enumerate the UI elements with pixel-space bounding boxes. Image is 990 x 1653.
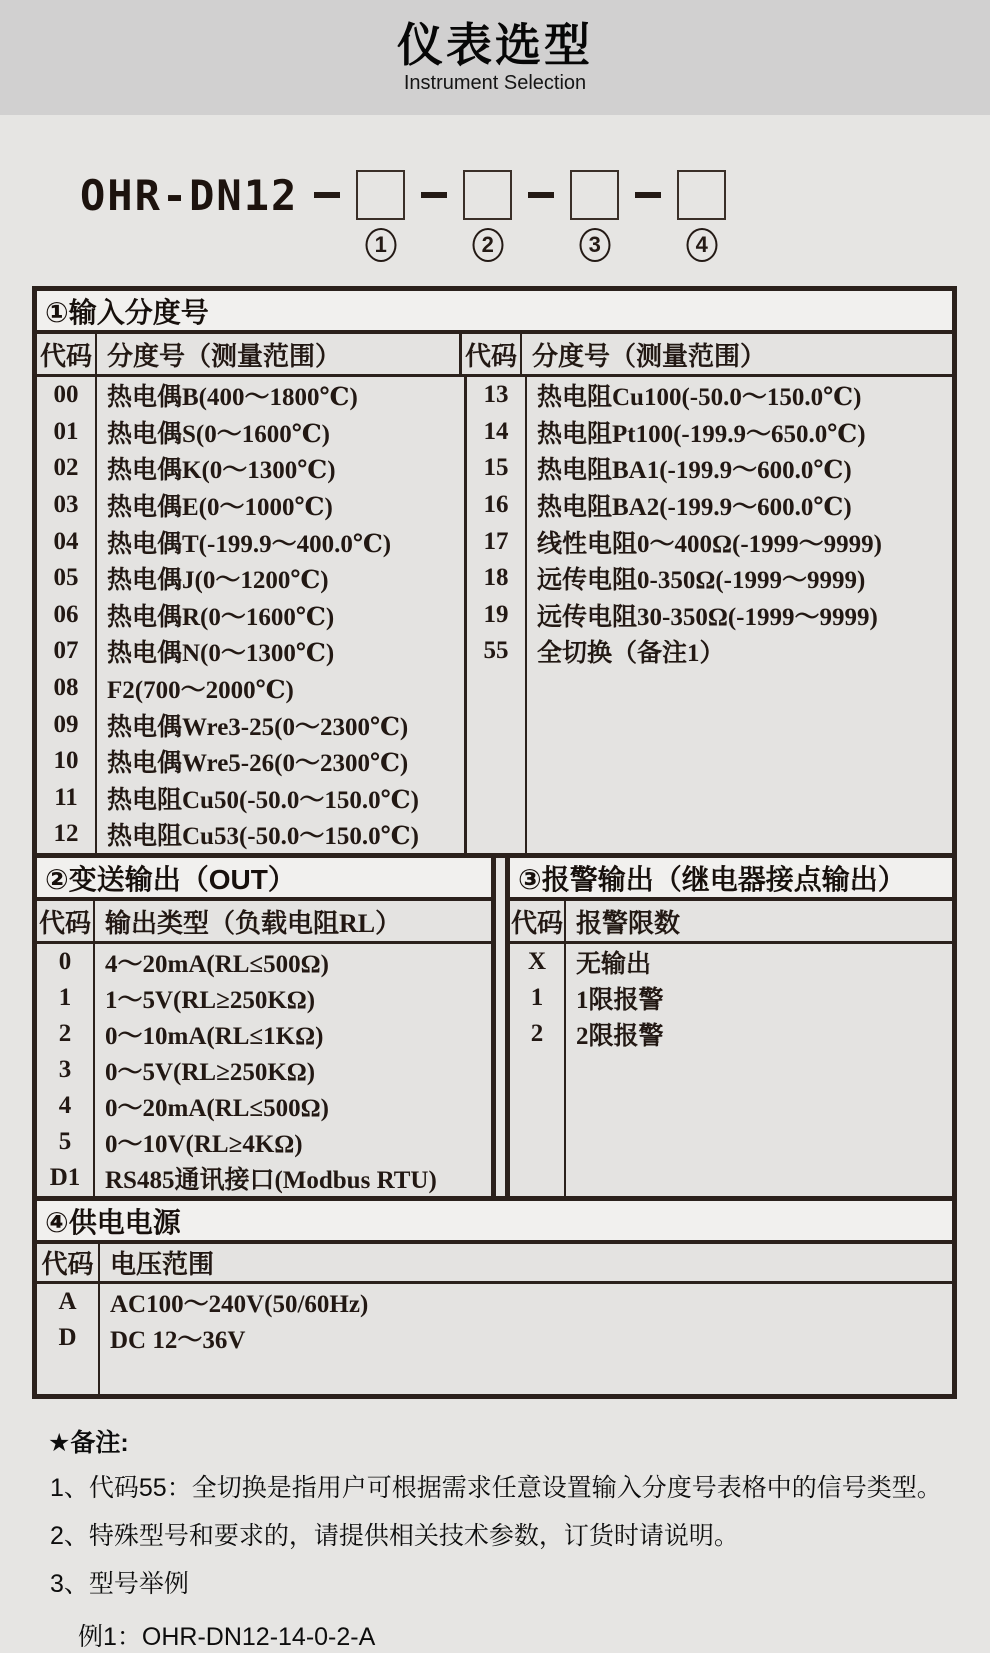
col-header-code: 代码 [510,901,566,941]
input-table-left-rows [37,377,467,853]
row-code: 19 [467,597,527,634]
model-box-4 [677,170,726,220]
row-desc: 1～5V(RL≥250KΩ) [95,980,491,1016]
table-row [510,1016,952,1052]
table-row [37,980,491,1016]
row-desc: 远传电阻30-350Ω(-1999～9999) [527,597,952,634]
input-section-header: ①输入分度号 [37,291,952,334]
row-code: 15 [467,450,527,487]
table-row [37,1284,952,1320]
table-row [467,377,952,414]
power-table-body [37,1284,952,1394]
alarm-section-header: ③报警输出（继电器接点输出） [510,858,952,901]
page-title: 仪表选型 [397,20,593,71]
table-row [467,560,952,597]
row-desc: 热电偶R(0～1600℃) [97,597,464,634]
notes-section [48,1423,950,1653]
row-desc: 热电偶E(0～1000℃) [97,487,464,524]
alarm-table [505,853,957,1201]
row-code: 10 [37,743,97,780]
row-code: 2 [510,1016,566,1052]
row-code: 55 [467,633,527,670]
row-code: A [37,1284,100,1320]
model-prefix: OHR-DN12 [80,171,298,220]
row-desc: 热电偶Wre3-25(0～2300℃) [97,706,464,743]
row-code: 00 [37,377,97,414]
page-header-banner [0,0,990,115]
row-desc: 线性电阻0～400Ω(-1999～9999) [527,523,952,560]
table-row [510,944,952,980]
row-code: 4 [37,1088,95,1124]
table-row [510,1052,952,1196]
row-code: 3 [37,1052,95,1088]
row-desc: 热电偶T(-199.9～400.0℃) [97,523,464,560]
row-code: 1 [37,980,95,1016]
row-code: 08 [37,670,97,707]
model-dash-1 [314,192,340,198]
table-row [467,523,952,560]
row-code: 07 [37,633,97,670]
col-header-code: 代码 [462,334,522,374]
output-alarm-row [32,853,957,1201]
model-dash-4 [635,192,661,198]
table-row [467,450,952,487]
row-desc: 热电阻Cu50(-50.0～150.0℃) [97,780,464,817]
row-desc: 4～20mA(RL≤500Ω) [95,944,491,980]
table-row [467,633,952,670]
row-code: 18 [467,560,527,597]
row-desc: 热电偶J(0～1200℃) [97,560,464,597]
table-row [37,414,464,451]
table-row [37,816,464,853]
model-marker-3: 3 [579,228,610,262]
table-row [37,450,464,487]
row-code [467,670,527,853]
row-desc: 热电阻Cu53(-50.0～150.0℃) [97,816,464,853]
row-code: 03 [37,487,97,524]
table-row [37,597,464,634]
table-row [37,523,464,560]
row-desc: 0～20mA(RL≤500Ω) [95,1088,491,1124]
row-desc: 热电偶K(0～1300℃) [97,450,464,487]
model-box-2 [463,170,512,220]
row-code: 5 [37,1124,95,1160]
model-marker-4: 4 [686,228,717,262]
row-code: 11 [37,780,97,817]
row-code: 01 [37,414,97,451]
row-desc: 热电阻BA2(-199.9～600.0℃) [527,487,952,524]
input-table-right-rows [467,377,952,853]
row-desc: F2(700～2000℃) [97,670,464,707]
table-row [510,980,952,1016]
output-table [32,853,496,1201]
input-table [32,286,957,858]
col-header-code: 代码 [37,901,95,941]
table-row [37,706,464,743]
power-column-header [37,1244,952,1284]
col-header-code: 代码 [37,1244,100,1281]
row-desc [566,1052,952,1196]
row-desc: AC100～240V(50/60Hz) [100,1284,952,1320]
row-desc [527,670,952,853]
note-example: 例1：OHR-DN12-14-0-2-A [78,1617,950,1653]
alarm-column-header [510,901,952,944]
row-code: 12 [37,816,97,853]
table-row [37,1052,491,1088]
model-marker-2: 2 [472,228,503,262]
row-desc [100,1356,952,1394]
model-marker-1: 1 [365,228,396,262]
row-code: 1 [510,980,566,1016]
row-desc: 热电偶Wre5-26(0～2300℃) [97,743,464,780]
power-table [32,1196,957,1399]
row-desc: 0～10V(RL≥4KΩ) [95,1124,491,1160]
row-desc: 热电阻Pt100(-199.9～650.0℃) [527,414,952,451]
note-item-2: 2、特殊型号和要求的，请提供相关技术参数，订货时请说明。 [50,1521,950,1551]
output-table-body [37,944,491,1196]
table-row [37,560,464,597]
row-desc: 热电阻Cu100(-50.0～150.0℃) [527,377,952,414]
row-code: D1 [37,1160,95,1196]
table-row [37,743,464,780]
input-column-header [37,334,952,377]
table-row [37,1016,491,1052]
row-desc: 0～5V(RL≥250KΩ) [95,1052,491,1088]
row-desc: 远传电阻0-350Ω(-1999～9999) [527,560,952,597]
row-desc: 2限报警 [566,1016,952,1052]
alarm-table-body [510,944,952,1196]
output-section-header: ②变送输出（OUT） [37,858,491,901]
row-code: 13 [467,377,527,414]
model-dash-3 [528,192,554,198]
table-row [37,780,464,817]
note-item-1: 1、代码55：全切换是指用户可根据需求任意设置输入分度号表格中的信号类型。 [50,1473,950,1503]
power-section-header: ④供电电源 [37,1201,952,1244]
output-column-header [37,901,491,944]
row-desc: 1限报警 [566,980,952,1016]
row-desc: 热电偶S(0～1600℃) [97,414,464,451]
row-code [37,1356,100,1394]
row-desc: 热电偶B(400～1800℃) [97,377,464,414]
table-row [37,670,464,707]
table-row [467,414,952,451]
row-code: 04 [37,523,97,560]
row-desc: DC 12～36V [100,1320,952,1356]
col-header-code: 代码 [37,334,97,374]
row-code: 02 [37,450,97,487]
selection-tables [32,286,957,1399]
model-box-3 [570,170,619,220]
row-code: 06 [37,597,97,634]
table-row [37,1088,491,1124]
table-row [467,597,952,634]
col-header-desc: 输出类型（负载电阻RL） [95,901,491,941]
notes-header: ★备注: [48,1423,950,1459]
note-item-3: 3、型号举例 [50,1569,950,1599]
row-code: D [37,1320,100,1356]
input-table-body [37,377,952,853]
row-desc: 热电偶N(0～1300℃) [97,633,464,670]
col-header-desc: 分度号（测量范围） [522,334,952,374]
table-row [467,487,952,524]
row-desc: 热电阻BA1(-199.9～600.0℃) [527,450,952,487]
col-header-desc: 电压范围 [100,1244,952,1281]
page-subtitle: Instrument Selection [404,72,586,95]
row-desc: 无输出 [566,944,952,980]
row-code: 16 [467,487,527,524]
table-row [37,944,491,980]
row-code: 17 [467,523,527,560]
row-code: 2 [37,1016,95,1052]
row-code: 05 [37,560,97,597]
row-desc: RS485通讯接口(Modbus RTU) [95,1160,491,1196]
row-desc: 0～10mA(RL≤1KΩ) [95,1016,491,1052]
table-row [37,487,464,524]
table-row [37,1320,952,1356]
row-code: 14 [467,414,527,451]
model-code-line [80,172,990,218]
table-row [37,377,464,414]
table-row [37,1356,952,1394]
row-code [510,1052,566,1196]
table-row [37,1160,491,1196]
col-header-desc: 分度号（测量范围） [97,334,462,374]
table-row [37,633,464,670]
row-code: X [510,944,566,980]
col-header-desc: 报警限数 [566,901,952,941]
table-row [37,1124,491,1160]
row-desc: 全切换（备注1） [527,633,952,670]
table-row [467,670,952,853]
model-dash-2 [421,192,447,198]
row-code: 0 [37,944,95,980]
row-code: 09 [37,706,97,743]
model-box-1 [356,170,405,220]
